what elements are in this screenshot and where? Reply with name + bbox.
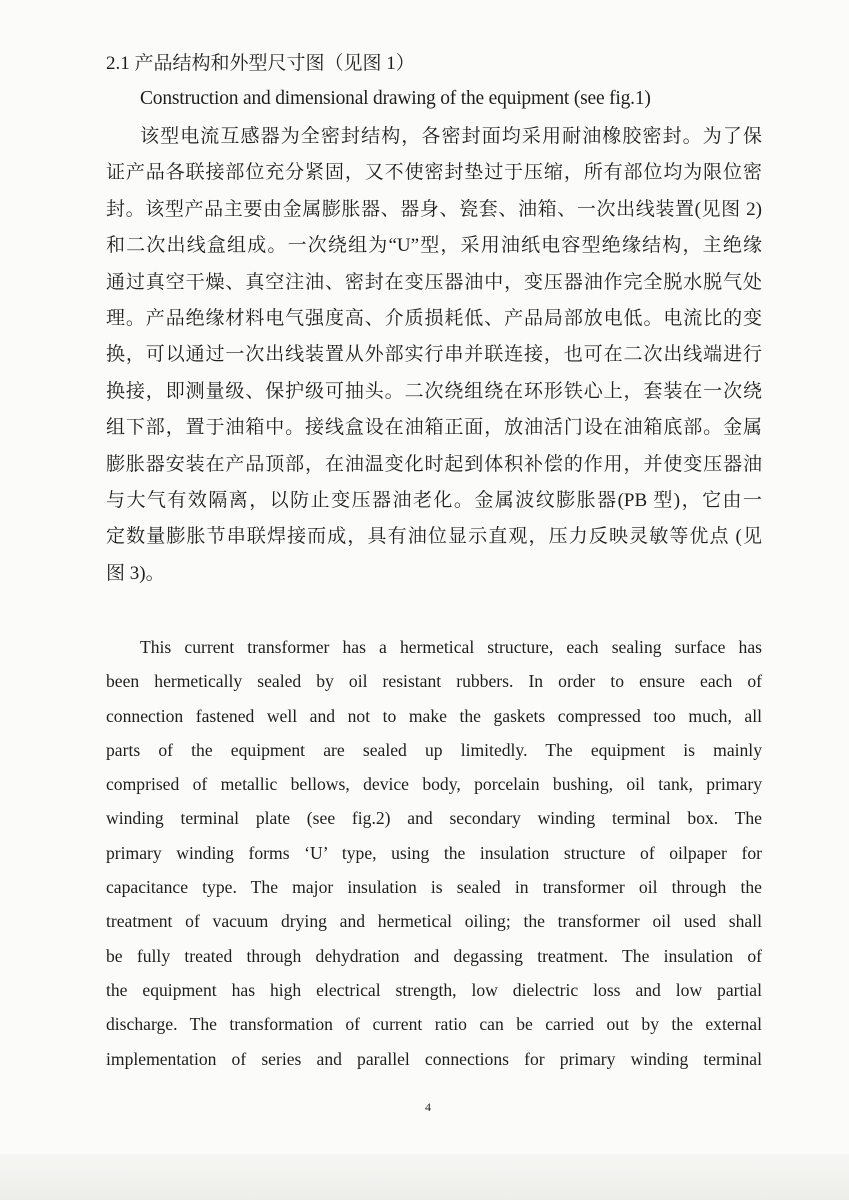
text-line: 换接，即测量级、保护级可抽头。二次绕组绕在环形铁心上，套装在一次绕 xyxy=(106,380,762,402)
text-line: been hermetically sealed by oil resistant rubbers. In order to ensure each of xyxy=(106,671,762,692)
text-line: treatment of vacuum drying and hermetical oiling; the transformer oil used shall xyxy=(106,911,762,932)
text-line: 图 3)。 xyxy=(106,562,165,584)
text-line: 膨胀器安装在产品顶部，在油温变化时起到体积补偿的作用，并使变压器油 xyxy=(106,453,762,475)
text-line: primary winding forms ‘U’ type, using the insulation structure of oilpaper for xyxy=(106,842,762,863)
text-line: parts of the equipment are sealed up limitedly. The equipment is mainly xyxy=(106,739,762,760)
text-line: 封。该型产品主要由金属膨胀器、器身、瓷套、油箱、一次出线装置(见图 2) xyxy=(106,198,762,220)
text-line: the equipment has high electrical strength, low dielectric loss and low partial xyxy=(106,979,762,1000)
text-line: 通过真空干燥、真空注油、密封在变压器油中，变压器油作完全脱水脱气处 xyxy=(106,271,762,293)
text-line: 该型电流互感器为全密封结构，各密封面均采用耐油橡胶密封。为了保 xyxy=(140,126,762,147)
text-line: 理。产品绝缘材料电气强度高、介质损耗低、产品局部放电低。电流比的变 xyxy=(106,307,762,329)
section-heading: 2.1 产品结构和外型尺寸图（见图 1） xyxy=(106,53,415,74)
section-subheading: Construction and dimensional drawing of the equipment (see fig.1) xyxy=(140,88,651,109)
text-line: 组下部，置于油箱中。接线盒设在油箱正面，放油活门设在油箱底部。金属 xyxy=(106,417,762,439)
chinese-paragraph xyxy=(106,122,762,595)
scan-page-edge xyxy=(0,1154,849,1200)
text-line: implementation of series and parallel connections for primary winding terminal xyxy=(106,1048,762,1069)
text-line: 与大气有效隔离，以防止变压器油老化。金属波纹膨胀器(PB 型)，它由一 xyxy=(106,489,762,511)
english-paragraph xyxy=(106,632,762,1078)
text-line: connection fastened well and not to make the gaskets compressed too much, all xyxy=(106,705,762,726)
text-line: 证产品各联接部位充分紧固，又不使密封垫过于压缩，所有部位均为限位密 xyxy=(106,162,762,184)
text-line: 定数量膨胀节串联焊接而成，具有油位显示直观，压力反映灵敏等优点 (见 xyxy=(106,526,762,548)
text-line: comprised of metallic bellows, device body, porcelain bushing, oil tank, primary xyxy=(106,774,762,795)
page-number: 4 xyxy=(425,1100,431,1114)
text-line: 换，可以通过一次出线装置从外部实行串并联连接，也可在二次出线端进行 xyxy=(106,344,762,366)
text-line: capacitance type. The major insulation is sealed in transformer oil through the xyxy=(106,877,762,898)
text-line: This current transformer has a hermetical structure, each sealing surface has xyxy=(140,637,762,657)
text-line: discharge. The transformation of current ratio can be carried out by the external xyxy=(106,1014,762,1035)
text-line: 和二次出线盒组成。一次绕组为“U”型，采用油纸电容型绝缘结构，主绝缘 xyxy=(106,235,762,257)
text-line: winding terminal plate (see fig.2) and secondary winding terminal box. The xyxy=(106,808,762,829)
text-line: be fully treated through dehydration and degassing treatment. The insulation of xyxy=(106,945,762,966)
